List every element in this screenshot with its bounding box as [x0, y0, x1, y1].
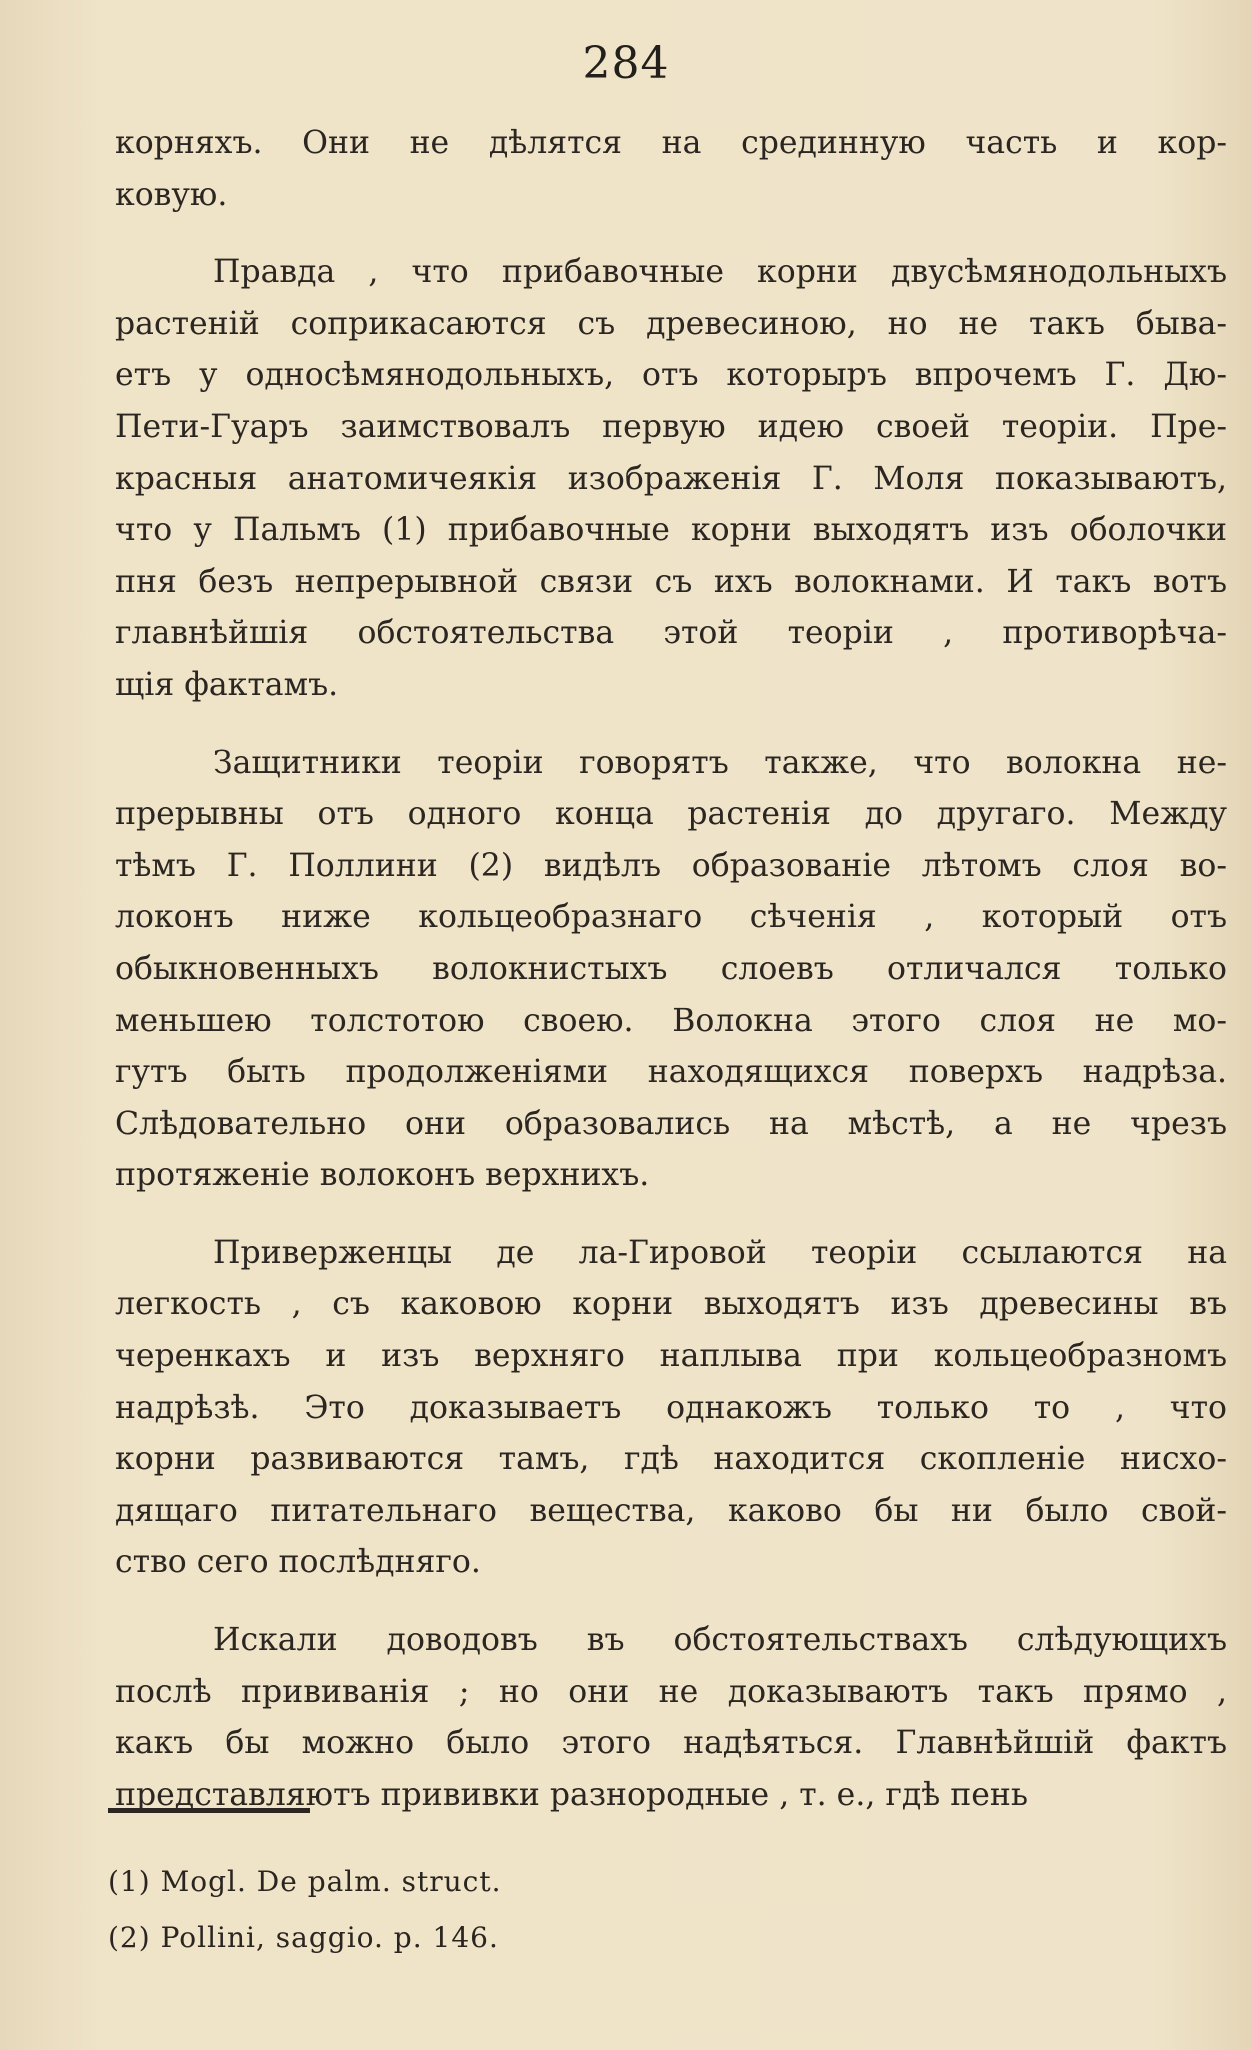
- text-line: меньшею толстотою своею. Волокна этого слоя не мо-: [115, 1002, 1227, 1039]
- page-number: 284: [582, 38, 670, 89]
- text-line: щія фактамъ.: [115, 666, 339, 703]
- text-line: обыкновенныхъ волокнистыхъ слоевъ отличался только: [115, 950, 1227, 987]
- paragraph: [115, 118, 1227, 221]
- footnote-divider: [108, 1808, 310, 1813]
- text-line: ковую.: [115, 176, 228, 213]
- text-line: пня безъ непрерывной связи съ ихъ волокнами. И такъ вотъ: [115, 563, 1227, 600]
- text-line: Приверженцы де ла-Гировой теоріи ссылаются на: [213, 1234, 1227, 1271]
- text-line: ство сего послѣдняго.: [115, 1544, 481, 1581]
- text-line: что у Пальмъ (1) прибавочные корни выходятъ изъ оболочки: [115, 512, 1227, 549]
- footnotes: [108, 1854, 1208, 1966]
- text-line: тѣмъ Г. Поллини (2) видѣлъ образованіе лѣтомъ слоя во-: [115, 847, 1227, 884]
- paragraph: [115, 1228, 1227, 1589]
- text-line: красныя анатомичеякія изображенія Г. Моля показываютъ,: [115, 460, 1227, 497]
- text-line: представляютъ прививки разнородные , т. е., гдѣ пень: [115, 1776, 1029, 1813]
- text-line: Пети-Гуаръ заимствовалъ первую идею своей теоріи. Пре-: [115, 408, 1227, 445]
- footnote-2: (2) Pollini, saggio. p. 146.: [108, 1921, 499, 1954]
- text-line: корняхъ. Они не дѣлятся на срединную часть и кор-: [115, 125, 1227, 161]
- body-text: [115, 118, 1227, 1847]
- paragraph: [115, 1615, 1227, 1821]
- text-line: етъ у односѣмянодольныхъ, отъ которыръ впрочемъ Г. Дю-: [115, 357, 1227, 394]
- text-line: главнѣйшія обстоятельства этой теоріи , противорѣча-: [115, 615, 1227, 652]
- text-line: растеній соприкасаются съ древесиною, но не такъ быва-: [115, 305, 1227, 342]
- text-line: Правда , что прибавочные корни двусѣмянодольныхъ: [213, 254, 1227, 291]
- text-line: корни развиваются тамъ, гдѣ находится скопленіе нисхо-: [115, 1441, 1227, 1478]
- text-line: локонъ ниже кольцеобразнаго сѣченія , который отъ: [115, 899, 1227, 936]
- text-line: Слѣдовательно они образовались на мѣстѣ, а не чрезъ: [115, 1105, 1227, 1142]
- paragraph: [115, 247, 1227, 711]
- text-line: надрѣзѣ. Это доказываетъ однакожъ только то , что: [115, 1389, 1227, 1426]
- text-line: послѣ прививанія ; но они не доказываютъ такъ прямо ,: [115, 1673, 1227, 1710]
- text-line: дящаго питательнаго вещества, каково бы ни было свой-: [115, 1492, 1227, 1529]
- text-line: черенкахъ и изъ верхняго наплыва при кольцеобразномъ: [115, 1338, 1227, 1375]
- text-line: Искали доводовъ въ обстоятельствахъ слѣдующихъ: [213, 1622, 1227, 1659]
- footnote-1: (1) Mogl. De palm. struct.: [108, 1865, 502, 1898]
- text-line: гутъ быть продолженіями находящихся поверхъ надрѣза.: [115, 1054, 1227, 1091]
- text-line: прерывны отъ одного конца растенія до другаго. Между: [115, 796, 1227, 833]
- text-line: Защитники теоріи говорятъ также, что волокна не-: [213, 744, 1227, 781]
- text-line: легкость , съ каковою корни выходятъ изъ древесины въ: [115, 1286, 1227, 1323]
- text-line: какъ бы можно было этого надѣяться. Главнѣйшій фактъ: [115, 1725, 1227, 1762]
- paragraph: [115, 738, 1227, 1202]
- text-line: протяженіе волоконъ верхнихъ.: [115, 1157, 650, 1194]
